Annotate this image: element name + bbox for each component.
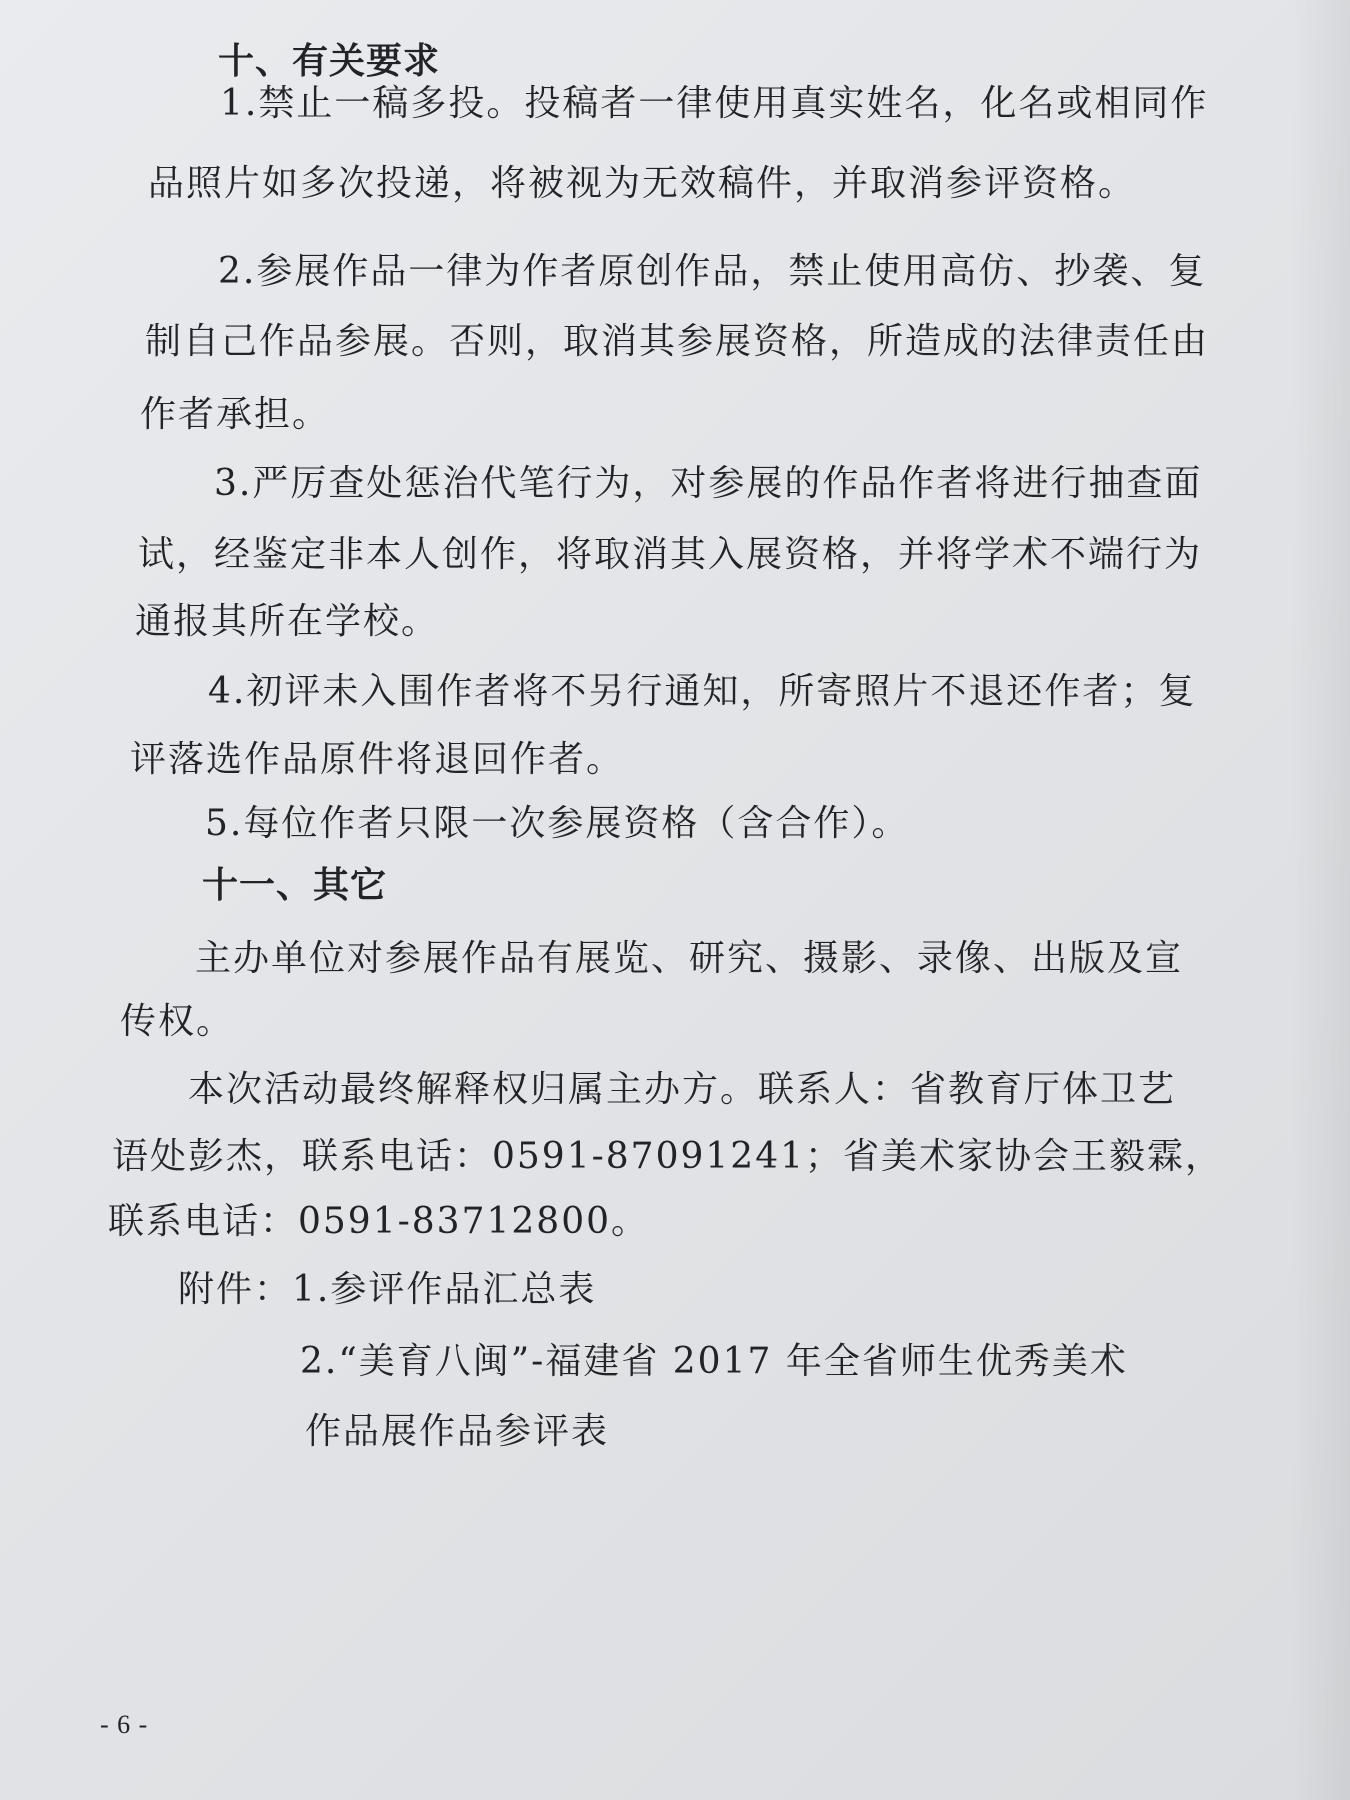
section-11-heading: 十一、其它 — [202, 865, 388, 906]
page-shadow — [1290, 0, 1350, 1800]
item-1-line-2: 品照片如多次投递，将被视为无效稿件，并取消参评资格。 — [148, 163, 1137, 204]
item-3-line-1: 3.严厉查处惩治代笔行为，对参展的作品作者将进行抽查面 — [214, 463, 1203, 504]
item-2-line-2: 制自己作品参展。否则，取消其参展资格，所造成的法律责任由 — [145, 321, 1210, 362]
item-4-line-2: 评落选作品原件将退回作者。 — [130, 739, 625, 780]
item-2-line-1: 2.参展作品一律为作者原创作品，禁止使用高仿、抄袭、复 — [218, 251, 1207, 292]
item-4-line-1: 4.初评未入围作者将不另行通知，所寄照片不退还作者；复 — [208, 671, 1197, 712]
para-1-line-2: 传权。 — [120, 1001, 235, 1042]
para-2-line-2: 语处彭杰，联系电话：0591-87091241；省美术家协会王毅霖， — [112, 1136, 1224, 1177]
item-2-line-3: 作者承担。 — [140, 394, 331, 435]
attachment-2-line-1: 2.“美育八闽”-福建省 2017 年全省师生优秀美术 — [300, 1341, 1128, 1382]
para-1-line-1: 主办单位对参展作品有展览、研究、摄影、录像、出版及宣 — [195, 938, 1184, 979]
section-10-heading: 十、有关要求 — [218, 41, 441, 82]
para-2-line-3: 联系电话：0591-83712800。 — [108, 1201, 650, 1242]
para-2-line-1: 本次活动最终解释权归属主办方。联系人：省教育厅体卫艺 — [188, 1069, 1177, 1110]
attachments-line-1: 附件：1.参评作品汇总表 — [178, 1269, 597, 1310]
page-number: - 6 - — [100, 1710, 149, 1739]
attachment-2-line-2: 作品展作品参评表 — [305, 1411, 610, 1452]
item-3-line-3: 通报其所在学校。 — [135, 601, 440, 642]
item-1-line-1: 1.禁止一稿多投。投稿者一律使用真实姓名，化名或相同作 — [220, 83, 1209, 124]
item-3-line-2: 试，经鉴定非本人创作，将取消其入展资格，并将学术不端行为 — [138, 534, 1203, 575]
item-5-line-1: 5.每位作者只限一次参展资格（含合作）。 — [205, 803, 910, 844]
